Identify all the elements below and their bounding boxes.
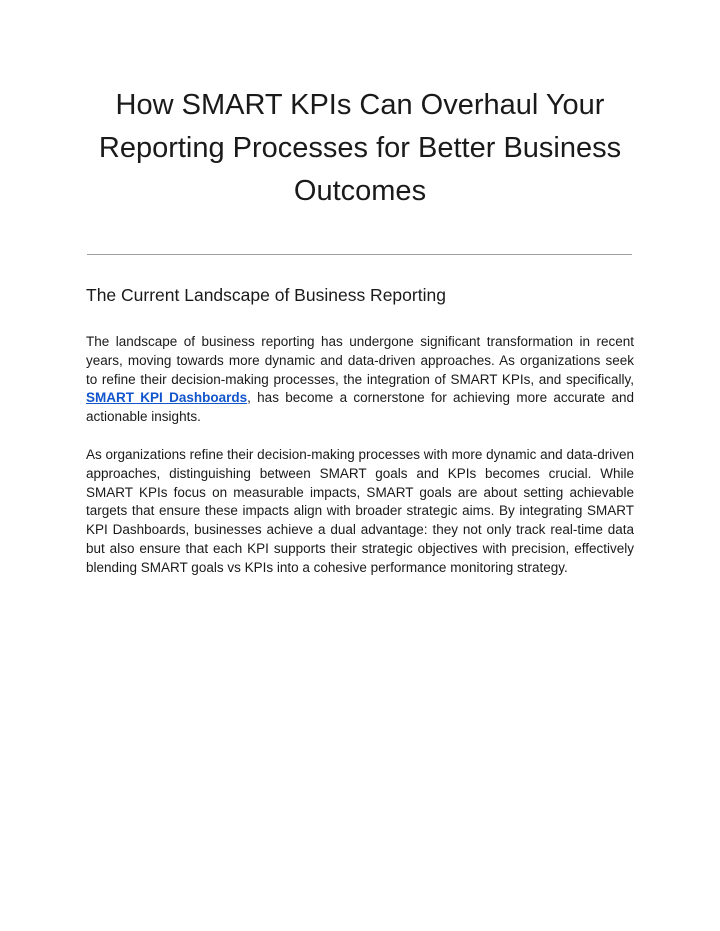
document-title: How SMART KPIs Can Overhaul Your Reporting Processes for Better Business Outcomes — [98, 89, 622, 207]
paragraph-1 — [86, 333, 634, 427]
section-heading: The Current Landscape of Business Reporting — [86, 285, 446, 305]
paragraph-1-text-after-link: , has become a cornerstone for achieving more accurate and actionable insights. — [86, 390, 634, 425]
title-divider — [87, 254, 632, 255]
paragraph-2: As organizations refine their decision-making processes with more dynamic and data-driven approaches, distinguishing between SMART goals and KPIs becomes crucial. While SMART KPIs focus on measurable impacts, SMART goals are about setting achievable targets that ensure these impacts align with broader strategic aims. By integrating SMART KPI Dashboards, businesses achieve a dual advantage: they not only track real-time data but also ensure that each KPI supports their strategic objectives with precision, effectively blending SMART goals vs KPIs into a cohesive performance monitoring strategy. — [86, 447, 634, 575]
smart-kpi-dashboards-link[interactable]: SMART KPI Dashboards — [86, 390, 248, 406]
paragraph-1-text-before-link: The landscape of business reporting has undergone significant transformation in recent years, moving towards more dynamic and data-driven approaches. As organizations seek to refine their decision-making processes, the integration of SMART KPIs, and specifically, — [86, 334, 634, 387]
